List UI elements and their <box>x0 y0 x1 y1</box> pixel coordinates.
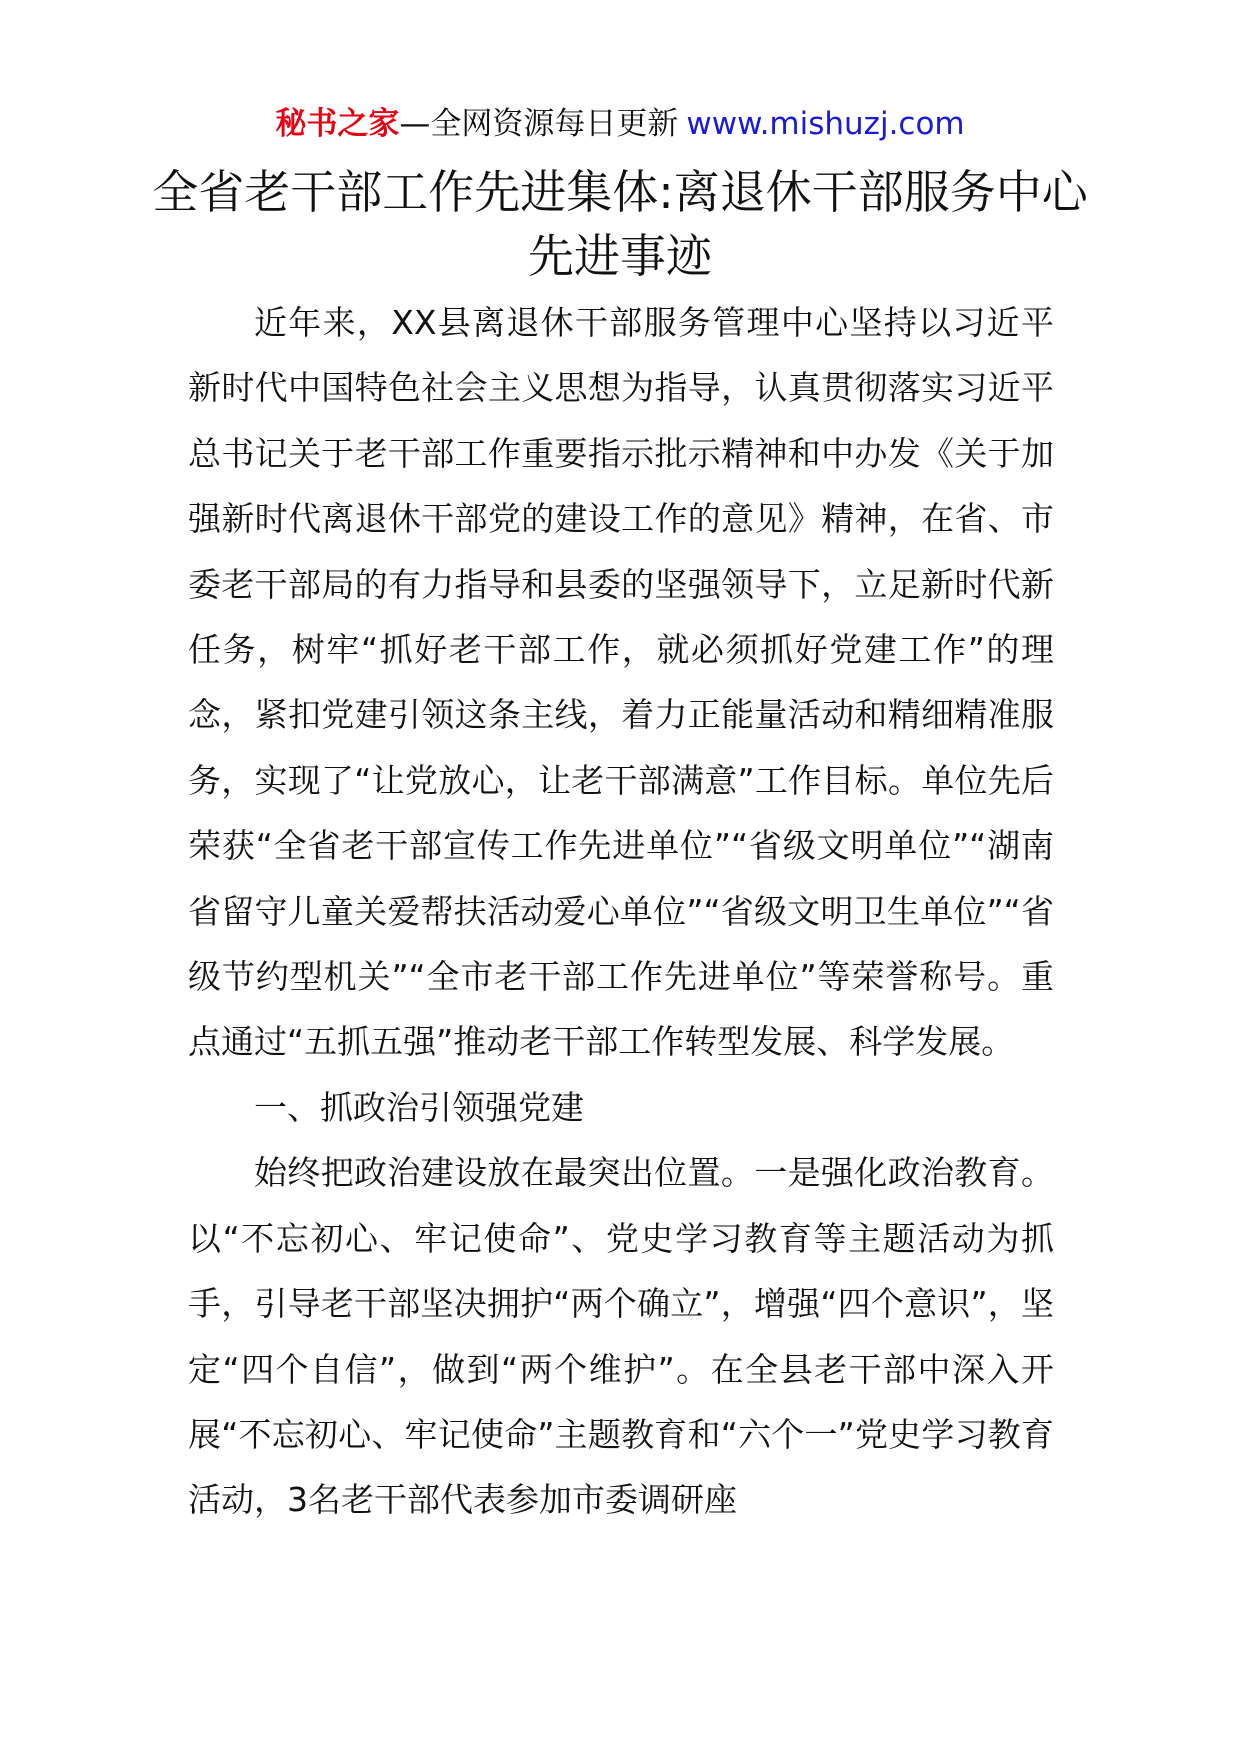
site-url-link[interactable]: www.mishuzj.com <box>686 106 965 142</box>
paragraph-intro: 近年来，XX县离退休干部服务管理中心坚持以习近平新时代中国特色社会主义思想为指导，认真贯彻落实习近平总书记关于老干部工作重要指示批示精神和中办发《关于加强新时代离退休干部党的建设工作的意见》精神，在省、市委老干部局的有力指导和县委的坚强领导下，立足新时代新任务，树牢“抓好老干部工作，就必须抓好党建工作”的理念，紧扣党建引领这条主线，着力正能量活动和精细精准服务，实现了“让党放心，让老干部满意”工作目标。单位先后荣获“全省老干部宣传工作先进单位”“省级文明单位”“湖南省留守儿童关爱帮扶活动爱心单位”“省级文明卫生单位”“省级节约型机关”“全市老干部工作先进单位”等荣誉称号。重点通过“五抓五强”推动老干部工作转型发展、科学发展。 <box>188 303 1054 1062</box>
site-banner <box>0 104 1240 144</box>
site-slogan: —全网资源每日更新 <box>399 106 679 142</box>
document-title: 全省老干部工作先进集体:离退休干部服务中心先进事迹 <box>152 165 1088 283</box>
site-brand: 秘书之家 <box>275 106 400 142</box>
section-heading-1: 一、抓政治引领强党建 <box>254 1087 584 1127</box>
paragraph-section-1: 始终把政治建设放在最突出位置。一是强化政治教育。以“不忘初心、牢记使命”、党史学习教育等主题活动为抓手，引导老干部坚决拥护“两个确立”，增强“四个意识”，坚定“四个自信”，做到“两个维护”。在全县老干部中深入开展“不忘初心、牢记使命”主题教育和“六个一”党史学习教育活动，3名老干部代表参加市委调研座 <box>188 1153 1054 1520</box>
document-body <box>188 290 1054 1533</box>
